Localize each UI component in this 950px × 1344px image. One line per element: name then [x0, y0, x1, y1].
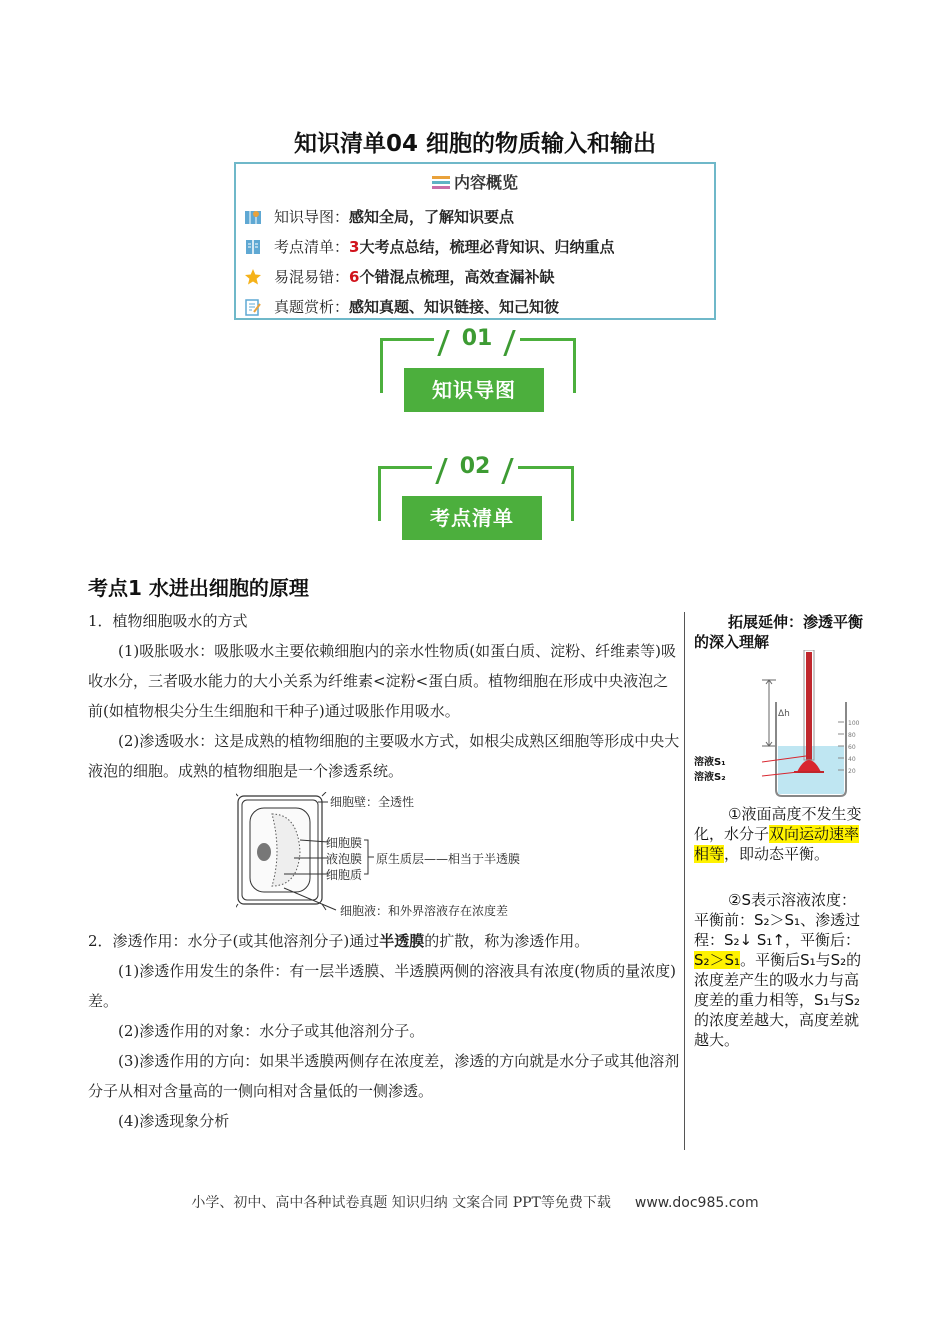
- overview-text: 感知真题、知识链接、知己知彼: [349, 298, 560, 316]
- highlight: S₂＞S₁: [694, 951, 741, 969]
- overview-label: 知识导图：: [274, 208, 350, 226]
- section-label: 考点清单: [402, 496, 542, 540]
- label-cytoplasm: 细胞质: [326, 868, 363, 882]
- overview-label: 考点清单：: [274, 238, 350, 256]
- sidebar-point-2: ②S表示溶液浓度：平衡前：S₂＞S₁、渗透过程：S₂↓ S₁↑，平衡后：S₂＞S₁。平衡后S₁与S₂的浓度差产生的吸水力与高度差的重力相等，S₁与S₂的浓度差越大，高度差就越大。: [694, 891, 862, 1049]
- overview-count: 6: [349, 268, 360, 286]
- list-icon: [432, 176, 450, 190]
- overview-row-errors: [244, 266, 554, 287]
- s1-label: 溶液S₁: [694, 757, 726, 768]
- section-label: 知识导图: [404, 368, 544, 412]
- paragraph: (1)渗透作用发生的条件：有一层半透膜、半透膜两侧的溶液具有浓度(物质的量浓度)差。: [88, 962, 676, 1010]
- paragraph: (1)吸胀吸水：吸胀吸水主要依赖细胞内的亲水性物质(如蛋白质、淀粉、纤维素等)吸收水分，三者吸水能力的大小关系为纤维素<淀粉<蛋白质。植物细胞在形成中央液泡之前(如植物根尖分生生细胞和干种子)通过吸胀作用吸水。: [88, 642, 676, 720]
- star-icon: [244, 268, 262, 286]
- overview-count: 3: [349, 238, 360, 256]
- edit-icon: [244, 298, 262, 316]
- footer-site[interactable]: www.doc985.com: [634, 1195, 759, 1211]
- tick-label: 100: [848, 720, 860, 727]
- tick-label: 40: [848, 756, 856, 763]
- label-cell-wall: 细胞壁：全透性: [330, 795, 415, 809]
- overview-label: 易混易错：: [274, 268, 350, 286]
- overview-heading: [236, 170, 714, 193]
- label-protoplast: 原生质层——相当于半透膜: [376, 852, 521, 866]
- tick-label: 60: [848, 744, 856, 751]
- sidebar-heading: 拓展延伸：渗透平衡的深入理解: [694, 613, 864, 651]
- overview-box: [234, 162, 716, 320]
- paragraph: (2)渗透作用的对象：水分子或其他溶剂分子。: [118, 1022, 425, 1040]
- map-icon: [244, 208, 262, 226]
- tick-label: 20: [848, 768, 856, 775]
- highlight: 双向运动速率相等: [694, 825, 860, 863]
- overview-heading-text: 内容概览: [453, 173, 518, 192]
- main-text-bottom: [88, 926, 680, 1136]
- label-membrane: 细胞膜: [326, 836, 363, 850]
- tick-label: 80: [848, 732, 856, 739]
- delta-h-label: Δh: [778, 709, 790, 719]
- label-cell-sap: 细胞液：和外界溶液存在浓度差: [340, 904, 509, 918]
- overview-row-map: [244, 206, 514, 227]
- paragraph: (2)渗透吸水：这是成熟的植物细胞的主要吸水方式，如根尖成熟区细胞等形成中央大液泡的细胞。成熟的植物细胞是一个渗透系统。: [88, 732, 680, 780]
- footer: [0, 1192, 950, 1212]
- overview-text: 个错混点梳理，高效查漏补缺: [359, 268, 555, 286]
- keyword-bold: 半透膜: [379, 932, 425, 950]
- footer-text: 小学、初中、高中各种试卷真题 知识归纳 文案合同 PPT等免费下载: [191, 1195, 611, 1211]
- overview-label: 真题赏析：: [274, 298, 350, 316]
- section-number: 02: [378, 454, 572, 479]
- section-badge-02: [378, 454, 572, 546]
- paragraph: 2．渗透作用：水分子(或其他溶剂分子)通过半透膜的扩散，称为渗透作用。: [88, 932, 590, 950]
- sidebar-point-1: ①液面高度不发生变化，水分子双向运动速率相等，即动态平衡。: [694, 805, 862, 863]
- overview-text: 大考点总结，梳理必背知识、归纳重点: [359, 238, 615, 256]
- column-divider: [684, 612, 685, 1150]
- kaodian-heading: 考点1 水进出细胞的原理: [88, 576, 309, 600]
- section-number: 01: [380, 326, 574, 351]
- book-icon: [244, 238, 262, 256]
- page-title: 知识清单04 细胞的物质输入和输出: [293, 131, 656, 157]
- paragraph: (3)渗透作用的方向：如果半透膜两侧存在浓度差，渗透的方向就是水分子或其他溶剂分子从相对含量高的一侧向相对含量低的一侧渗透。: [88, 1052, 680, 1100]
- main-text-top: [88, 606, 680, 786]
- label-vacuole-membrane: 液泡膜: [326, 852, 363, 866]
- paragraph: 1．植物细胞吸水的方式: [88, 612, 248, 630]
- overview-row-points: [244, 236, 614, 257]
- osmosis-figure: [694, 650, 864, 800]
- overview-text: 感知全局，了解知识要点: [349, 208, 515, 226]
- s2-label: 溶液S₂: [694, 772, 726, 783]
- paragraph: (4)渗透现象分析: [118, 1112, 230, 1130]
- section-badge-01: [380, 326, 574, 418]
- overview-row-exam: [244, 296, 559, 317]
